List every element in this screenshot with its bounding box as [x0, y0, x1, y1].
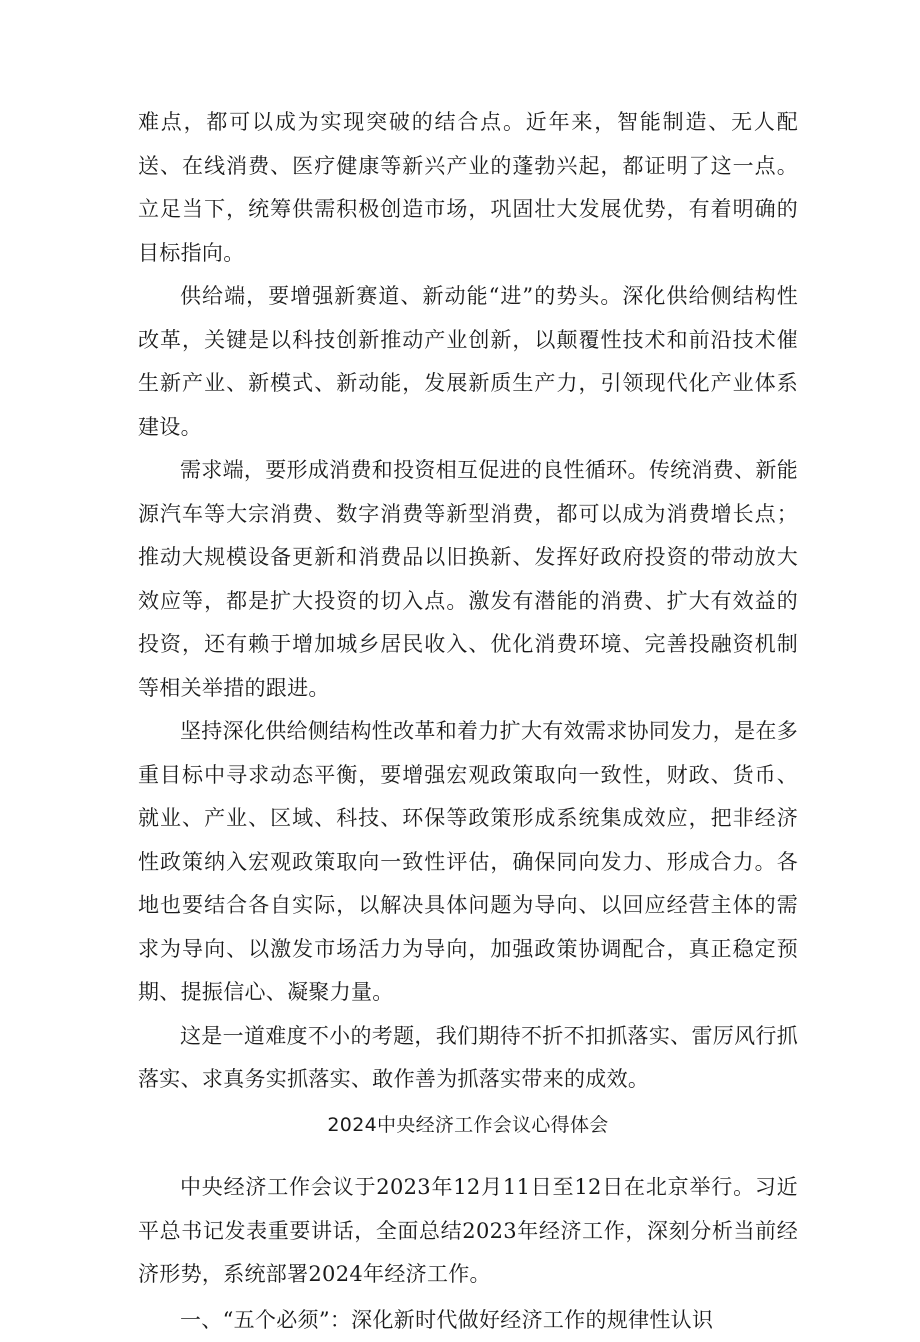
paragraph-policy-coordination: 坚持深化供给侧结构性改革和着力扩大有效需求协同发力，是在多重目标中寻求动态平衡，要增强宏观政策取向一致性，财政、货币、就业、产业、区域、科技、环保等政策形成系统集成效应，把非经济性政策纳入宏观政策取向一致性评估，确保同向发力、形成合力。各地也要结合各自实际，以解决具体问题为导向、以回应经营主体的需求为导向、以激发市场活力为导向，加强政策协调配合，真正稳定预期、提振信心、凝聚力量。	[138, 710, 798, 1015]
paragraph-demand-side: 需求端，要形成消费和投资相互促进的良性循环。传统消费、新能源汽车等大宗消费、数字消费等新型消费，都可以成为消费增长点；推动大规模设备更新和消费品以旧换新、发挥好政府投资的带动放大效应等，都是扩大投资的切入点。激发有潜能的消费、扩大有效益的投资，还有赖于增加城乡居民收入、优化消费环境、完善投融资机制等相关举措的跟进。	[138, 449, 798, 710]
paragraph-conclusion: 这是一道难度不小的考题，我们期待不折不扣抓落实、雷厉风行抓落实、求真务实抓落实、敢作善为抓落实带来的成效。	[138, 1015, 798, 1102]
paragraph-supply-side: 供给端，要增强新赛道、新动能“进”的势头。深化供给侧结构性改革，关键是以科技创新推动产业创新，以颠覆性技术和前沿技术催生新产业、新模式、新动能，发展新质生产力，引领现代化产业体系建设。	[138, 275, 798, 449]
paragraph-intro: 中央经济工作会议于2023年12月11日至12日在北京举行。习近平总书记发表重要讲话，全面总结2023年经济工作，深刻分析当前经济形势，系统部署2024年经济工作。	[138, 1166, 798, 1297]
section-title: 2024中央经济工作会议心得体会	[138, 1104, 798, 1148]
paragraph-continuation: 难点，都可以成为实现突破的结合点。近年来，智能制造、无人配送、在线消费、医疗健康等新兴产业的蓬勃兴起，都证明了这一点。立足当下，统筹供需积极创造市场，巩固壮大发展优势，有着明确的目标指向。	[138, 101, 798, 275]
document-body	[138, 101, 798, 1342]
section-heading: 一、“五个必须”：深化新时代做好经济工作的规律性认识	[138, 1299, 798, 1342]
